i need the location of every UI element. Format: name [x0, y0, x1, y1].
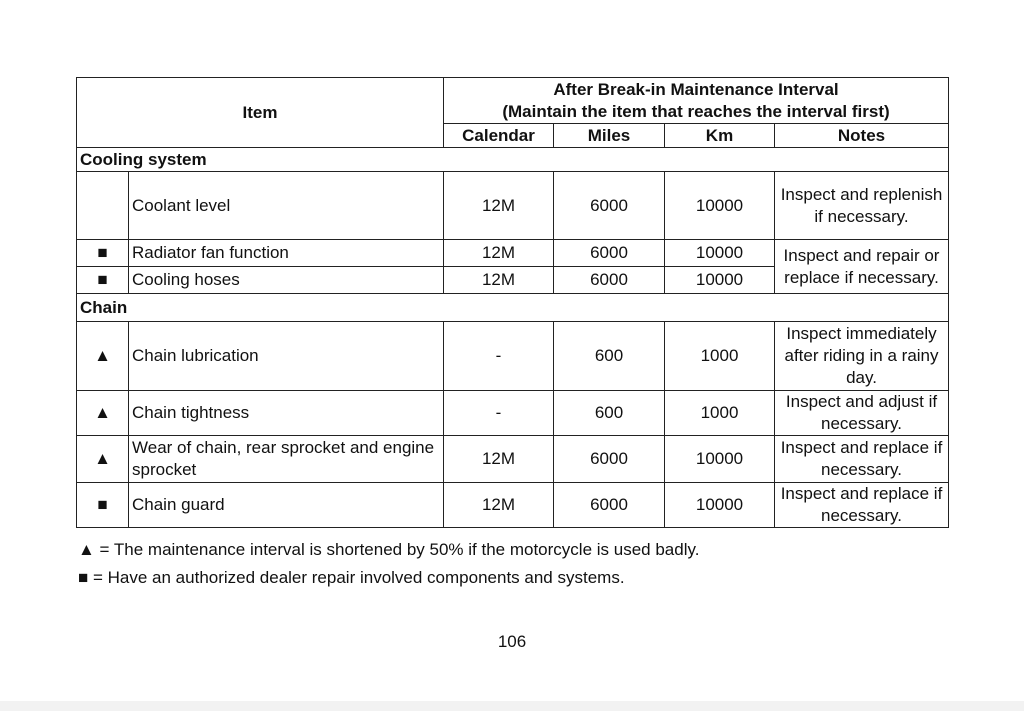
row-km: 10000	[665, 267, 775, 294]
section-title: Cooling system	[77, 148, 949, 172]
row-miles: 6000	[554, 267, 665, 294]
table-row	[77, 391, 949, 436]
header-km: Km	[665, 124, 775, 148]
triangle-symbol: ▲	[77, 391, 129, 436]
row-miles: 6000	[554, 172, 665, 240]
row-km: 10000	[665, 483, 775, 528]
header-miles: Miles	[554, 124, 665, 148]
row-miles: 6000	[554, 240, 665, 267]
legend-square: ■ = Have an authorized dealer repair involved components and systems.	[78, 568, 625, 587]
square-symbol: ■	[77, 240, 129, 267]
header-notes: Notes	[775, 124, 949, 148]
row-calendar: -	[444, 391, 554, 436]
table-row	[77, 483, 949, 528]
header-interval	[444, 78, 949, 124]
square-symbol: ■	[77, 267, 129, 294]
header-row	[77, 78, 949, 124]
table-row	[77, 172, 949, 240]
row-calendar: 12M	[444, 267, 554, 294]
row-km: 1000	[665, 391, 775, 436]
table-row	[77, 322, 949, 391]
page-bottom-edge	[0, 701, 1024, 711]
row-miles: 600	[554, 391, 665, 436]
row-item: Wear of chain, rear sprocket and engine sprocket	[129, 436, 444, 483]
row-item: Chain lubrication	[129, 322, 444, 391]
section-title: Chain	[77, 294, 949, 322]
row-note: Inspect immediately after riding in a rainy day.	[775, 322, 949, 391]
section-row	[77, 148, 949, 172]
row-note: Inspect and repair or replace if necessary.	[775, 240, 949, 294]
row-miles: 600	[554, 322, 665, 391]
row-note: Inspect and replace if necessary.	[775, 483, 949, 528]
row-calendar: 12M	[444, 172, 554, 240]
header-calendar: Calendar	[444, 124, 554, 148]
row-calendar: 12M	[444, 240, 554, 267]
page-number: 106	[497, 632, 527, 651]
row-item: Cooling hoses	[129, 267, 444, 294]
header-interval-line2: (Maintain the item that reaches the interval first)	[502, 101, 890, 121]
section-row	[77, 294, 949, 322]
row-item: Radiator fan function	[129, 240, 444, 267]
row-km: 1000	[665, 322, 775, 391]
square-symbol: ■	[77, 483, 129, 528]
header-item: Item	[77, 78, 444, 148]
row-calendar: 12M	[444, 436, 554, 483]
row-item: Chain guard	[129, 483, 444, 528]
triangle-symbol: ▲	[77, 322, 129, 391]
row-note: Inspect and adjust if necessary.	[775, 391, 949, 436]
row-miles: 6000	[554, 436, 665, 483]
row-km: 10000	[665, 172, 775, 240]
row-calendar: 12M	[444, 483, 554, 528]
row-calendar: -	[444, 322, 554, 391]
maintenance-table	[76, 77, 949, 528]
table-row	[77, 436, 949, 483]
row-item: Chain tightness	[129, 391, 444, 436]
row-note: Inspect and replace if necessary.	[775, 436, 949, 483]
header-interval-line1: After Break-in Maintenance Interval	[553, 79, 839, 99]
table-row	[77, 240, 949, 267]
row-symbol	[77, 172, 129, 240]
row-note: Inspect and replenish if necessary.	[775, 172, 949, 240]
row-item: Coolant level	[129, 172, 444, 240]
legend-triangle: ▲ = The maintenance interval is shortened by 50% if the motorcycle is used badly.	[78, 540, 700, 559]
row-km: 10000	[665, 240, 775, 267]
triangle-symbol: ▲	[77, 436, 129, 483]
row-km: 10000	[665, 436, 775, 483]
row-miles: 6000	[554, 483, 665, 528]
